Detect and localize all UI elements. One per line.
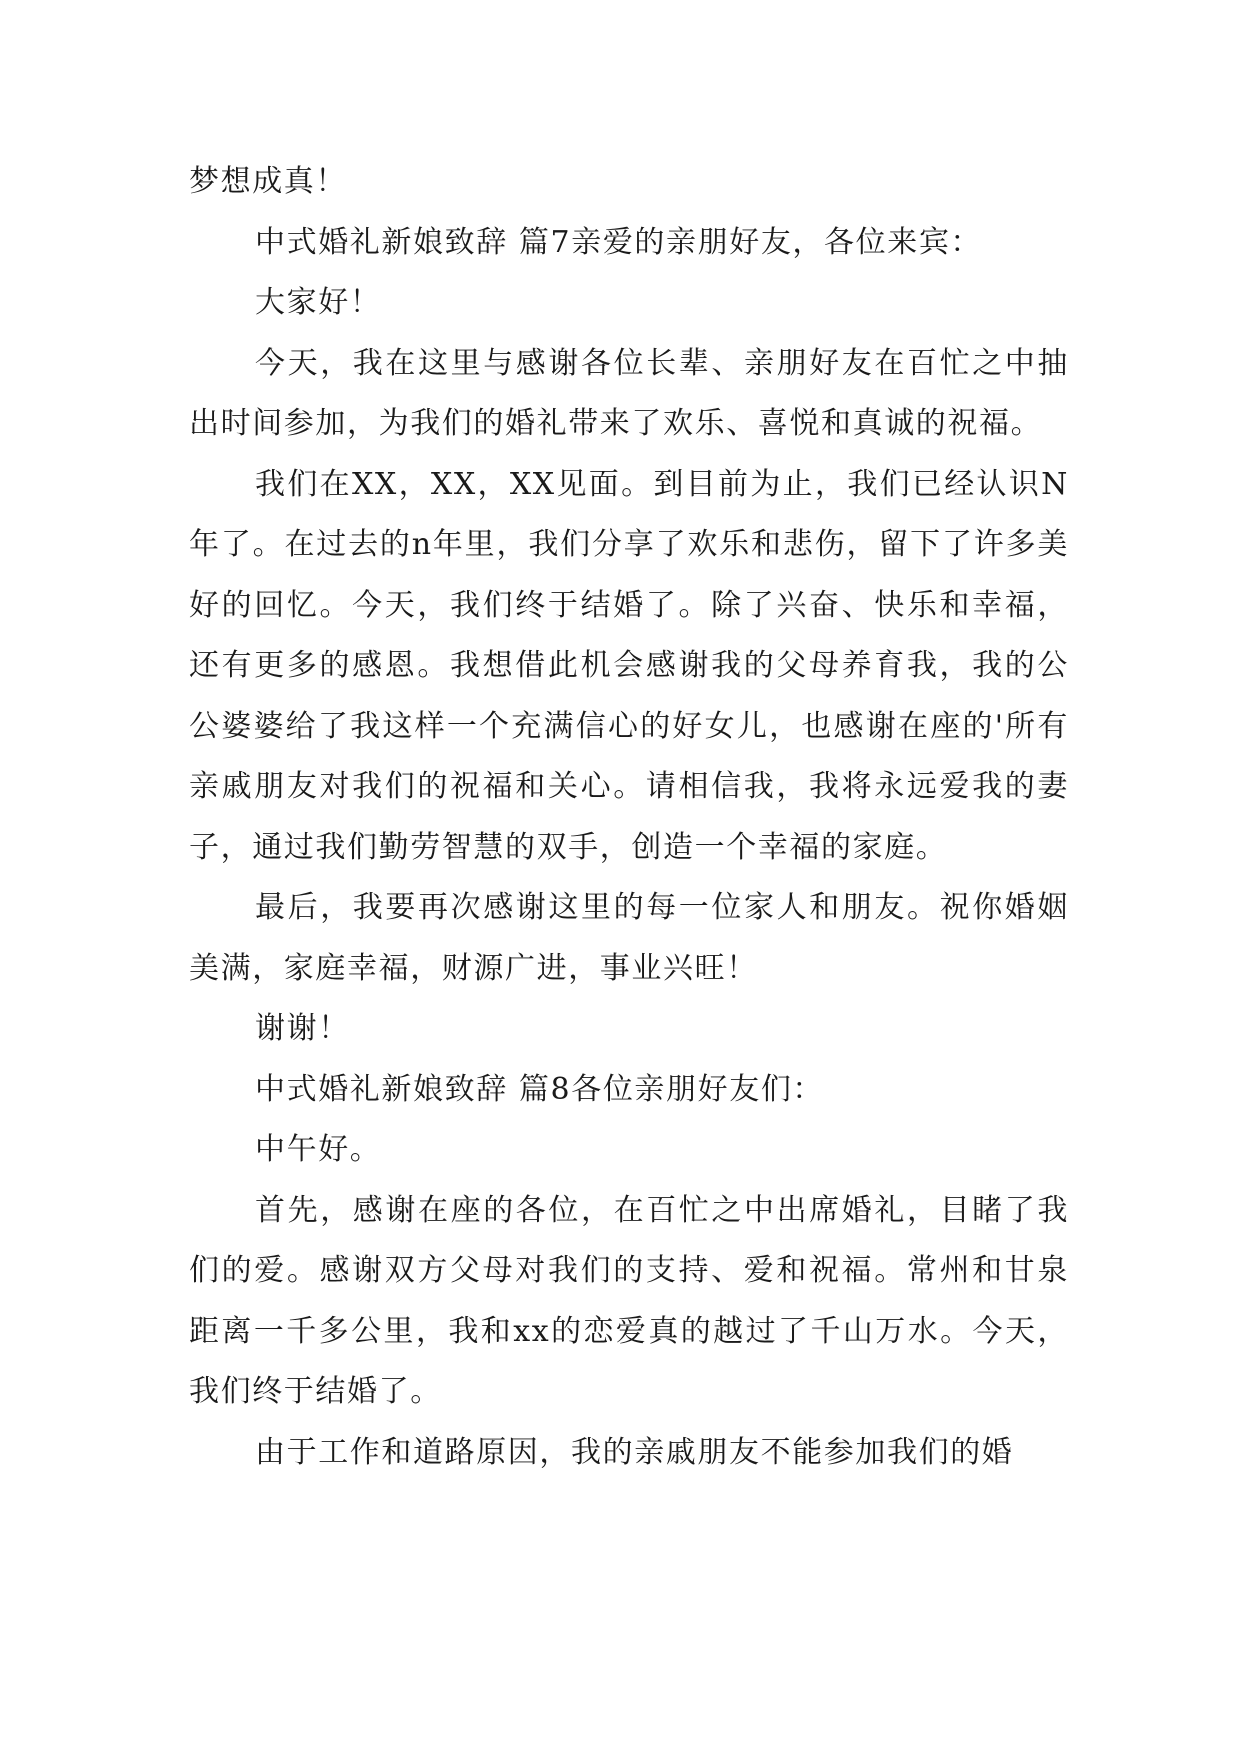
paragraph-4: 今天，我在这里与感谢各位长辈、亲朋好友在百忙之中抽出时间参加，为我们的婚礼带来了欢乐、喜悦和真诚的祝福。	[189, 345, 1069, 441]
paragraph-thanks: 谢谢！	[255, 1011, 350, 1046]
paragraph-noon-greeting: 中午好。	[255, 1132, 382, 1167]
document-body	[189, 152, 1069, 1483]
paragraph-greeting: 大家好！	[255, 285, 382, 320]
paragraph-6: 最后，我要再次感谢这里的每一位家人和朋友。祝你婚姻美满，家庭幸福，财源广进，事业兴旺！	[189, 890, 1069, 986]
section-heading-7: 中式婚礼新娘致辞 篇7亲爱的亲朋好友，各位来宾：	[255, 224, 983, 260]
section-heading-8: 中式婚礼新娘致辞 篇8各位亲朋好友们：	[255, 1071, 825, 1107]
paragraph-10: 首先，感谢在座的各位，在百忙之中出席婚礼，目睹了我们的爱。感谢双方父母对我们的支持、爱和祝福。常州和甘泉距离一千多公里，我和xx的恋爱真的越过了千山万水。今天，我们终于结婚了。	[189, 1192, 1069, 1409]
paragraph-1: 梦想成真！	[189, 164, 347, 199]
paragraph-5: 我们在XX，XX，XX见面。到目前为止，我们已经认识N年了。在过去的n年里，我们分享了欢乐和悲伤，留下了许多美好的回忆。今天，我们终于结婚了。除了兴奋、快乐和幸福，还有更多的感恩。我想借此机会感谢我的父母养育我，我的公公婆婆给了我这样一个充满信心的好女儿，也感谢在座的'所有亲戚朋友对我们的祝福和关心。请相信我，我将永远爱我的妻子，通过我们勤劳智慧的双手，创造一个幸福的家庭。	[189, 466, 1069, 865]
paragraph-11: 由于工作和道路原因，我的亲戚朋友不能参加我们的婚	[255, 1434, 1014, 1470]
